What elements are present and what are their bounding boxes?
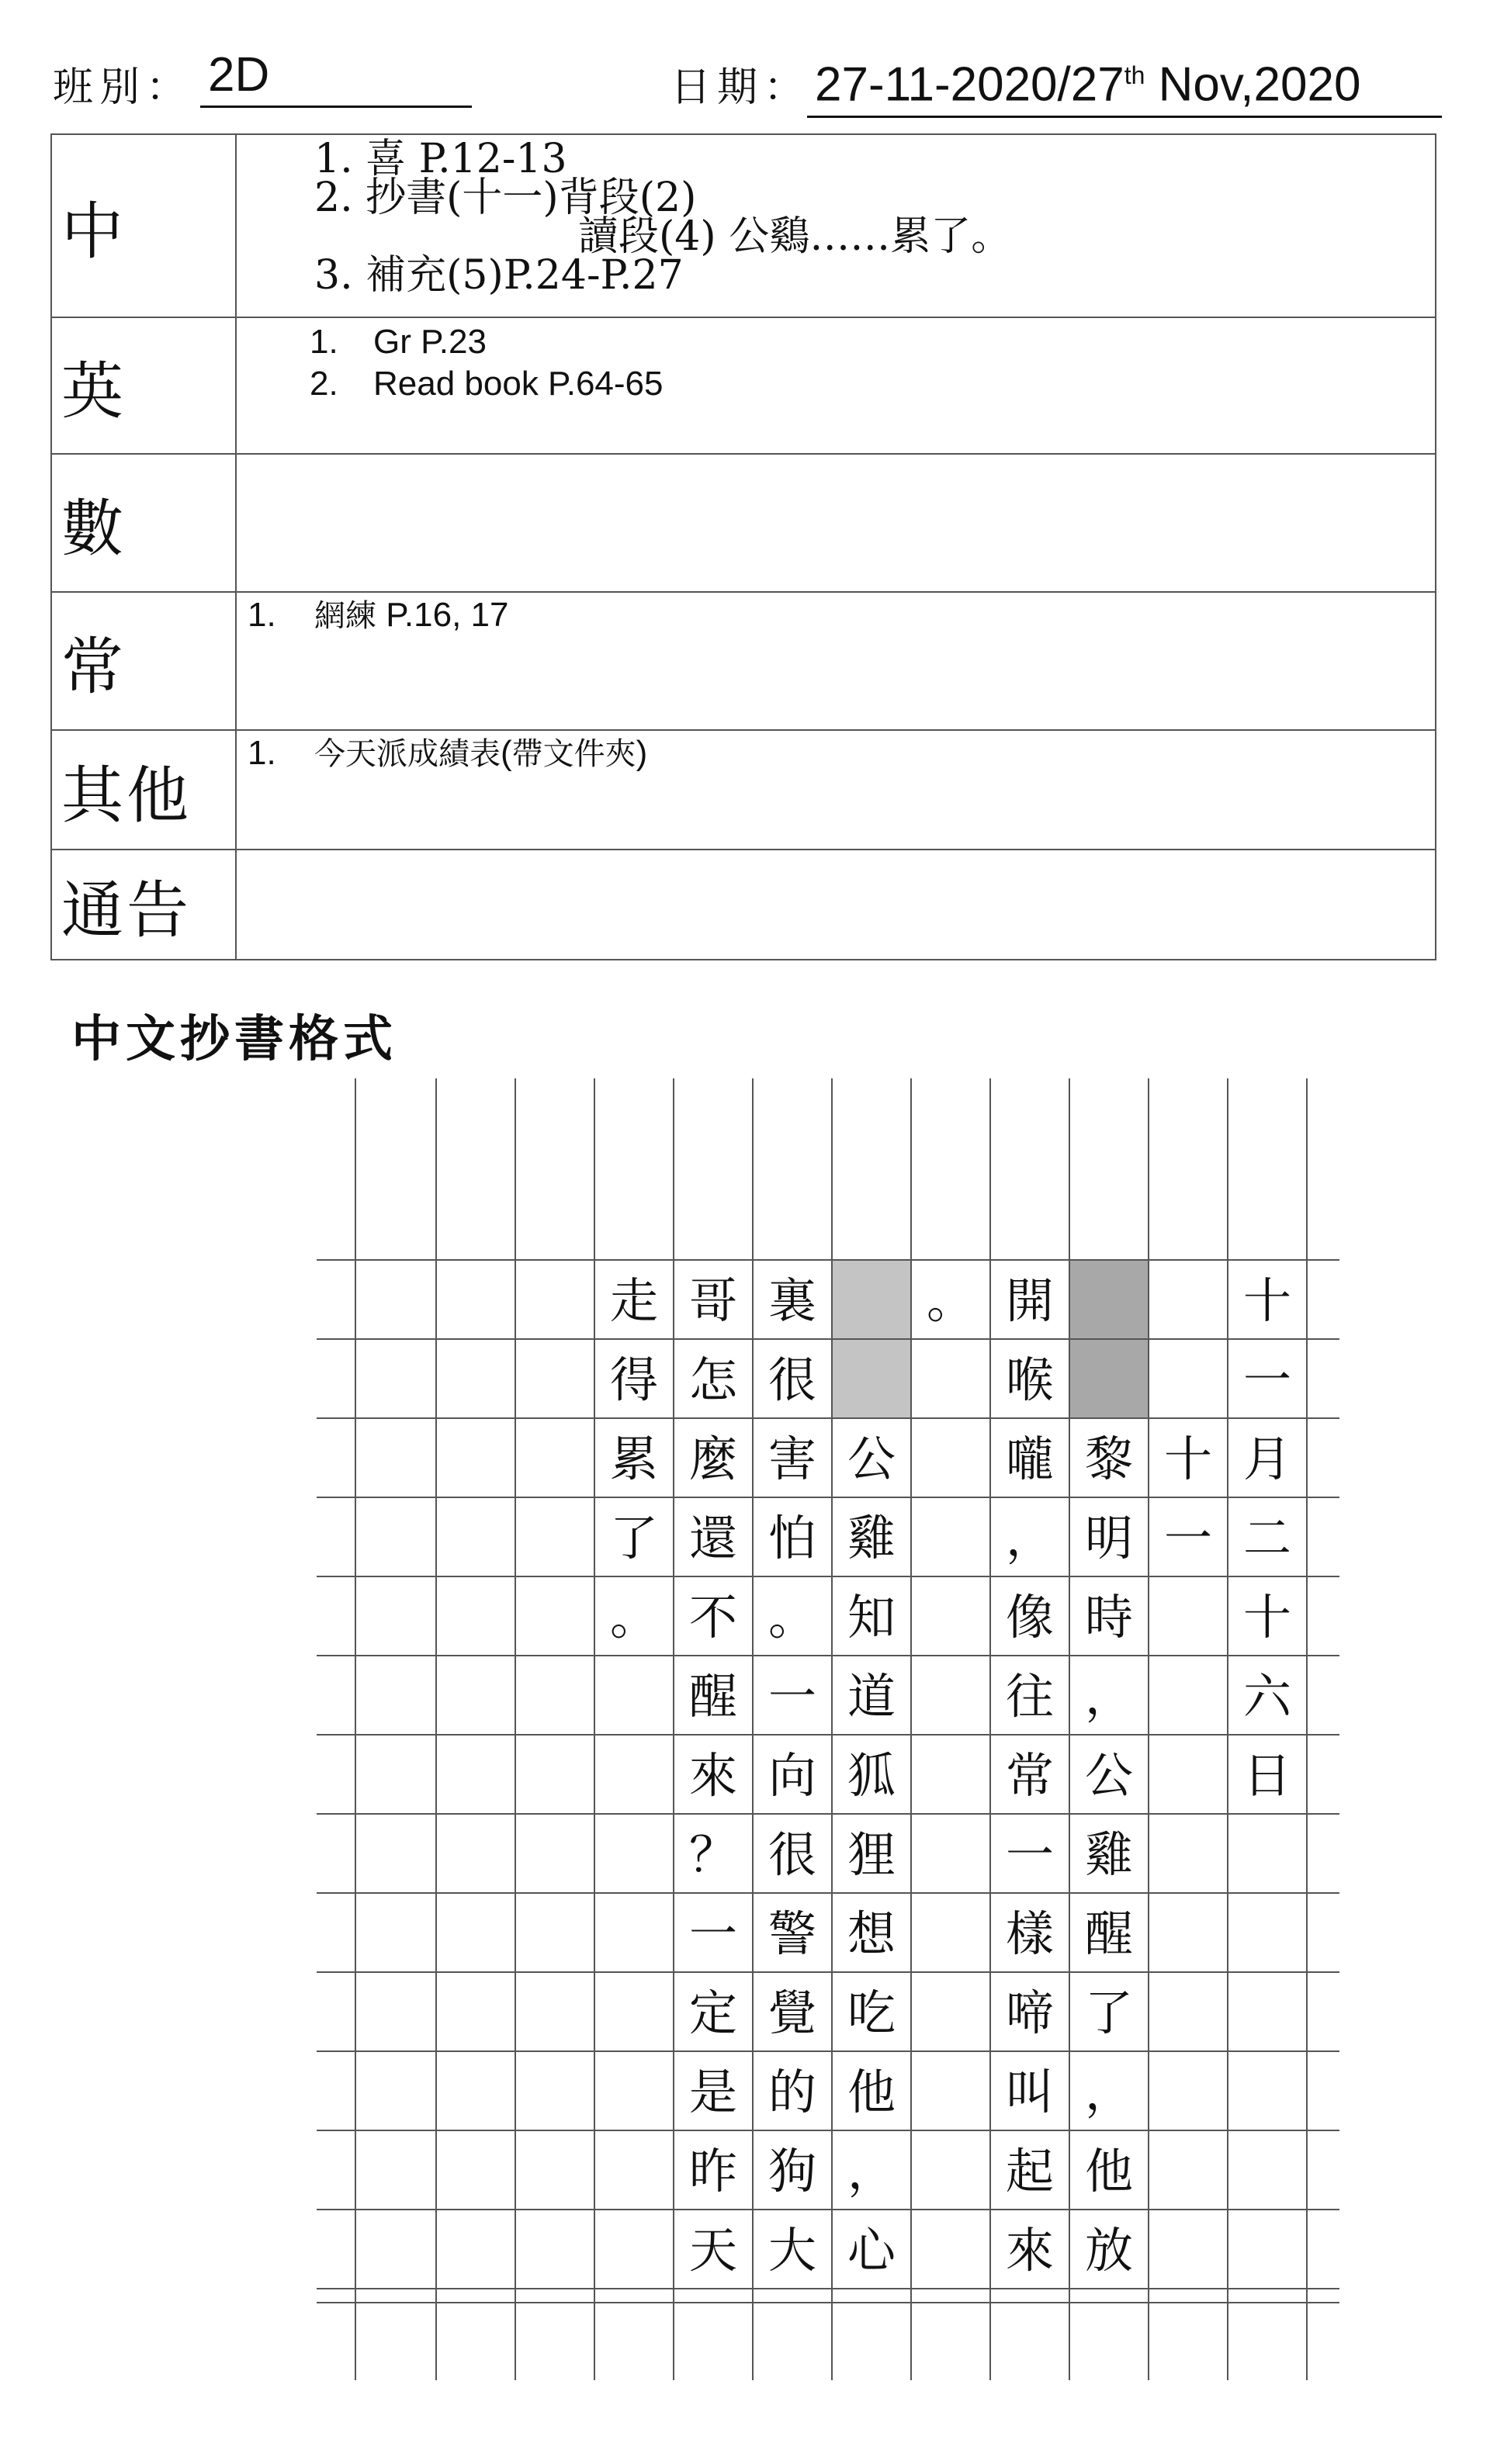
grid-character: 一	[1163, 1510, 1213, 1566]
grid-character: 大	[768, 2222, 817, 2279]
grid-character: 六	[1242, 1668, 1292, 1725]
grid-character: 他	[1084, 2143, 1134, 2199]
grid-character: ，	[1005, 1510, 1055, 1566]
subject-name: 數	[51, 454, 236, 592]
task-text: 今天派成績表	[314, 736, 501, 772]
grid-character: 向	[768, 1747, 817, 1804]
task-number: 1.	[248, 596, 276, 634]
grid-character: 了	[1084, 1985, 1134, 2041]
grid-character: 是	[688, 2064, 738, 2120]
grid-character: 吃	[847, 1985, 896, 2041]
grid-character: 嚨	[1005, 1431, 1055, 1487]
copy-format-title: 中文抄書格式	[71, 1010, 397, 1068]
task-line: 2. 抄書(十一)背段(2)	[314, 175, 697, 221]
grid-character: 像	[1005, 1589, 1055, 1646]
grid-character: 雞	[1084, 1826, 1134, 1883]
grid-character: 公	[1084, 1747, 1134, 1804]
grid-character: 一	[688, 1905, 738, 1962]
task-text: Read book P.64-65	[373, 365, 664, 403]
grid-character: 時	[1084, 1589, 1134, 1646]
task-text: Gr P.23	[373, 323, 487, 361]
subject-name: 常	[51, 592, 236, 730]
subject-name: 通告	[51, 850, 236, 960]
grid-character: 害	[768, 1431, 817, 1487]
grid-character: 起	[1005, 2143, 1055, 2199]
grid-character: 往	[1005, 1668, 1055, 1725]
grid-character: 怕	[768, 1510, 817, 1566]
grid-character: 常	[1005, 1747, 1055, 1804]
grid-character: 。	[768, 1589, 817, 1646]
grid-character: 定	[688, 1985, 738, 2041]
grid-character: 想	[847, 1905, 896, 1962]
grid-character: 還	[688, 1510, 738, 1566]
grid-character: 怎	[688, 1351, 738, 1408]
grid-character: 道	[847, 1668, 896, 1725]
grid-character: 狸	[847, 1826, 896, 1883]
grid-character: 得	[609, 1351, 659, 1408]
grid-character: 來	[1005, 2222, 1055, 2279]
grid-character: 走	[609, 1272, 659, 1329]
grid-character: 狐	[847, 1747, 896, 1804]
task-number: 2.	[310, 365, 338, 403]
date-suffix: Nov,2020	[1145, 57, 1361, 112]
grid-character: 裏	[768, 1272, 817, 1329]
task-pages: P.16, 17	[376, 596, 509, 634]
grid-character: 叫	[1005, 2064, 1055, 2120]
grid-character: 覺	[768, 1985, 817, 2041]
grid-character: 警	[768, 1905, 817, 1962]
class-label: 班別：	[53, 64, 193, 111]
date-superscript: th	[1124, 61, 1145, 89]
grid-character: ，	[1084, 1668, 1134, 1725]
grid-character: 日	[1242, 1747, 1292, 1804]
grid-character: 黎	[1084, 1431, 1134, 1487]
task-line: 1. 喜 P.12-13	[314, 136, 567, 182]
grid-character: 一	[1242, 1351, 1292, 1408]
grid-character: 醒	[1084, 1905, 1134, 1962]
subject-name: 中	[51, 134, 236, 317]
date-label: 日期：	[670, 64, 811, 111]
grid-character: 放	[1084, 2222, 1134, 2279]
grid-character: 他	[847, 2064, 896, 2120]
grid-character: 哥	[688, 1272, 738, 1329]
grid-character: 不	[688, 1589, 738, 1646]
grid-character: 明	[1084, 1510, 1134, 1566]
grid-character: 一	[1005, 1826, 1055, 1883]
grid-character: 天	[688, 2222, 738, 2279]
grid-character: ，	[1084, 2064, 1134, 2120]
grid-character: 雞	[847, 1510, 896, 1566]
grid-character: 二	[1242, 1510, 1292, 1566]
grid-character: 麼	[688, 1431, 738, 1487]
grid-character: 喉	[1005, 1351, 1055, 1408]
grid-character: 狗	[768, 2143, 817, 2199]
grid-character: 樣	[1005, 1905, 1055, 1962]
task-line: 3. 補充(5)P.24-P.27	[314, 252, 684, 299]
grid-character: 心	[847, 2222, 896, 2279]
grid-character: 一	[768, 1668, 817, 1725]
subject-name: 其他	[51, 730, 236, 850]
grid-character: 。	[926, 1272, 975, 1329]
grid-character: 十	[1242, 1589, 1292, 1646]
grid-character: 月	[1242, 1431, 1292, 1487]
task-paren-close: )	[636, 734, 648, 772]
grid-character: 醒	[688, 1668, 738, 1725]
grid-character: 十	[1242, 1272, 1292, 1329]
grid-character: ，	[847, 2143, 896, 2199]
grid-character: 開	[1005, 1272, 1055, 1329]
grid-character: 的	[768, 2064, 817, 2120]
task-paren-open: (	[501, 734, 512, 772]
task-number: 1.	[248, 734, 276, 772]
task-number: 1.	[310, 323, 338, 361]
subject-name: 英	[51, 317, 236, 454]
grid-character: 很	[768, 1351, 817, 1408]
task-text-note: 帶文件夾	[511, 736, 636, 772]
grid-character: 十	[1163, 1431, 1213, 1487]
task-line: 讀段(4) 公鷄……累了。	[578, 213, 1012, 260]
grid-character: 。	[609, 1589, 659, 1646]
grid-character: 了	[609, 1510, 659, 1566]
grid-character: 累	[609, 1431, 659, 1487]
grid-character: 昨	[688, 2143, 738, 2199]
grid-character: 很	[768, 1826, 817, 1883]
grid-character: 知	[847, 1589, 896, 1646]
grid-character: ？	[688, 1826, 738, 1883]
class-value: 2D	[200, 45, 472, 108]
grid-character: 來	[688, 1747, 738, 1804]
date-main: 27-11-2020/27	[815, 57, 1124, 112]
task-text: 網練	[314, 598, 376, 634]
grid-character: 公	[847, 1431, 896, 1487]
grid-character: 啼	[1005, 1985, 1055, 2041]
